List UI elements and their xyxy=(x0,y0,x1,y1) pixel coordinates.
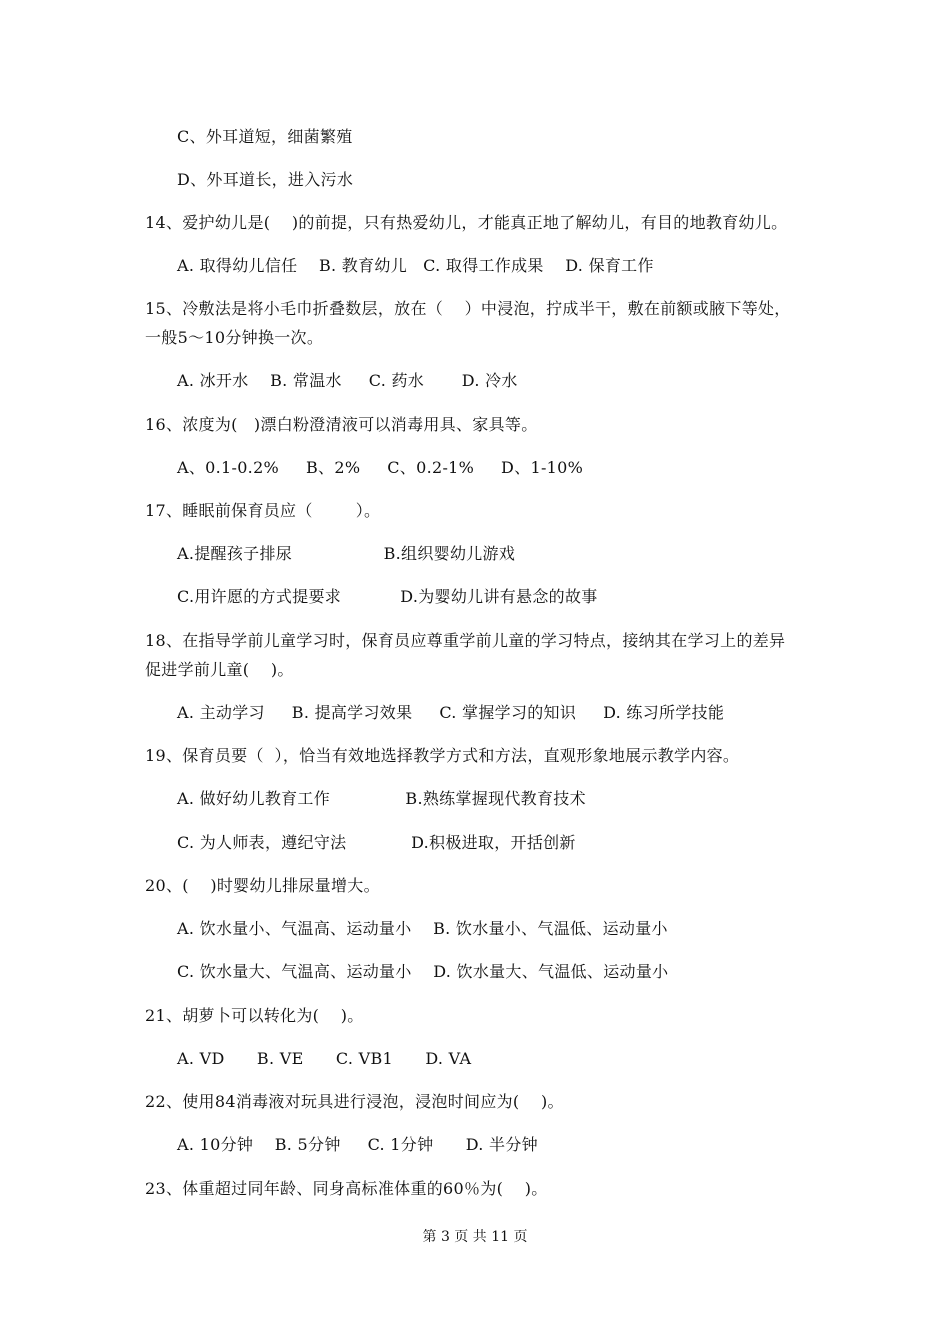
option-line: C. 饮水量大、气温高、运动量小 D. 饮水量大、气温低、运动量小 xyxy=(177,962,669,981)
option-line: C.用许愿的方式提要求 D.为婴幼儿讲有悬念的故事 xyxy=(177,587,598,606)
option-line: A. 10分钟 B. 5分钟 C. 1分钟 D. 半分钟 xyxy=(177,1135,538,1154)
question-20: 20、( )时婴幼儿排尿量增大。 xyxy=(145,876,380,895)
option-line: A. 饮水量小、气温高、运动量小 B. 饮水量小、气温低、运动量小 xyxy=(177,919,668,938)
option-line: A、0.1-0.2% B、2% C、0.2-1% D、1-10% xyxy=(177,458,584,477)
question-15: 15、冷敷法是将小毛巾折叠数层，放在（ ）中浸泡，拧成半干，敷在前额或腋下等处， xyxy=(145,299,791,318)
option-line: A. 冰开水 B. 常温水 C. 药水 D. 冷水 xyxy=(177,371,518,390)
option-line: A. 主动学习 B. 提高学习效果 C. 掌握学习的知识 D. 练习所学技能 xyxy=(177,703,725,722)
option-line: A.提醒孩子排尿 B.组织婴幼儿游戏 xyxy=(177,544,516,563)
option-line: C、外耳道短，细菌繁殖 xyxy=(177,127,353,146)
page-footer: 第 3 页 共 11 页 xyxy=(422,1229,528,1245)
option-line: A. VD B. VE C. VB1 D. VA xyxy=(177,1049,472,1068)
question-14: 14、爱护幼儿是( )的前提，只有热爱幼儿，才能真正地了解幼儿，有目的地教育幼儿。 xyxy=(145,213,788,232)
option-line: A. 做好幼儿教育工作 B.熟练掌握现代教育技术 xyxy=(177,789,586,808)
question-17: 17、睡眠前保育员应（ ）。 xyxy=(145,501,381,520)
option-line: C. 为人师表，遵纪守法 D.积极进取，开括创新 xyxy=(177,833,576,852)
question-22: 22、使用84消毒液对玩具进行浸泡，浸泡时间应为( )。 xyxy=(145,1092,564,1111)
question-18: 18、在指导学前儿童学习时，保育员应尊重学前儿童的学习特点，接纳其在学习上的差异 xyxy=(145,631,786,650)
question-18-continued: 促进学前儿童( )。 xyxy=(145,660,294,679)
question-21: 21、胡萝卜可以转化为( )。 xyxy=(145,1006,364,1025)
question-23: 23、体重超过同年龄、同身高标准体重的60％为( )。 xyxy=(145,1179,548,1198)
question-19: 19、保育员要（ ），恰当有效地选择教学方式和方法，直观形象地展示教学内容。 xyxy=(145,746,740,765)
option-line: D、外耳道长，进入污水 xyxy=(177,170,354,189)
question-16: 16、浓度为( )漂白粉澄清液可以消毒用具、家具等。 xyxy=(145,415,538,434)
option-line: A. 取得幼儿信任 B. 教育幼儿 C. 取得工作成果 D. 保育工作 xyxy=(177,256,654,275)
question-15-continued: 一般5～10分钟换一次。 xyxy=(145,328,324,347)
